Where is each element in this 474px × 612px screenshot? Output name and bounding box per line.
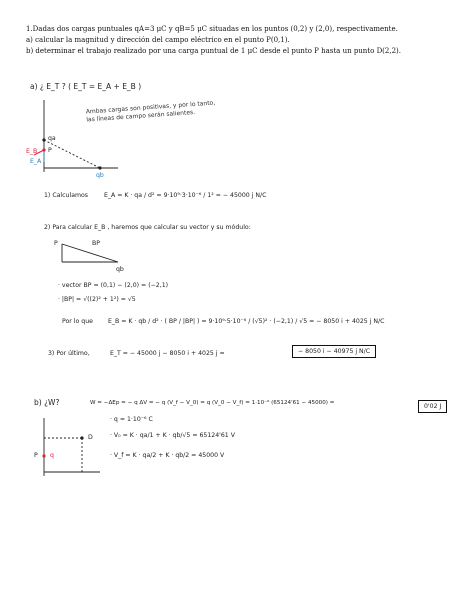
problem-line-2: a) calcular la magnitud y dirección del campo eléctrico en el punto P(0,1).	[26, 36, 290, 44]
label-d: D	[88, 434, 93, 441]
work-result-box: 0'02 J	[418, 400, 447, 413]
triangle-label-bp: BP	[92, 240, 100, 247]
vf-equation: · V_f = K · qa/2 + K · qb/2 = 45000 V	[110, 452, 225, 459]
part-b-header: b) ¿W?	[34, 398, 60, 407]
label-ea: E_A	[30, 158, 42, 165]
step2b-equation: E_B = K · qb / d² · ( BP / |BP| ) = 9·10⁹·5·10⁻⁶ / (√5)² · (−2,1) / √5 = − 8050 i + 4025 j N/C	[108, 318, 385, 325]
step1-label: 1) Calculamos	[44, 192, 89, 199]
work-equation: W = −ΔEp = − q ΔV = − q (V_f − V_0) = q (V_0 − V_f) = 1·10⁻⁶ (65124'61 − 45000) =	[90, 400, 335, 406]
part-a-header: a) ¿ E_T ? ( E_T = E_A + E_B )	[30, 82, 142, 91]
label-p-b: P	[34, 452, 38, 459]
label-eb: E_B	[26, 148, 38, 155]
step3-result-box: − 8050 i − 40975 j N/C	[292, 345, 376, 358]
triangle-label-qb: qb	[116, 266, 124, 273]
step2-label: 2) Para calcular E_B , haremos que calcular su vector y su módulo:	[44, 224, 251, 231]
step3-label: 3) Por último,	[48, 350, 90, 357]
step2b-prefix: Por lo que	[62, 318, 93, 325]
label-qb: qb	[96, 172, 104, 179]
v0-equation: · V₀ = K · qa/1 + K · qb/√5 = 65124'61 V	[110, 432, 235, 439]
label-q-b: q	[50, 452, 54, 459]
field-lines-note: Ambas cargas son positivas, y por lo tanto, las líneas de campo serán salientes.	[85, 99, 216, 124]
problem-line-3: b) determinar el trabajo realizado por una carga puntual de 1 μC desde el punto P hasta un punto D(2,2).	[26, 47, 401, 55]
module-bp-line: · |BP| = √((2)² + 1²) = √5	[58, 296, 136, 303]
label-qa: qa	[48, 135, 56, 142]
label-p: P	[48, 147, 52, 154]
given-charge: · q = 1·10⁻⁶ C	[110, 416, 153, 423]
triangle-label-p: P	[54, 240, 58, 247]
problem-line-1: 1.Dadas dos cargas puntuales qA=3 μC y qB=5 μC situadas en los puntos (0,2) y (2,0), respectivamente.	[26, 25, 398, 33]
step3-equation: E_T = − 45000 j − 8050 i + 4025 j =	[110, 350, 225, 357]
step1-equation: E_A = K · qa / d² = 9·10⁹·3·10⁻⁶ / 1² = − 45000 j N/C	[104, 192, 267, 199]
vector-bp-line: · vector BP = (0,1) − (2,0) = (−2,1)	[58, 282, 169, 289]
